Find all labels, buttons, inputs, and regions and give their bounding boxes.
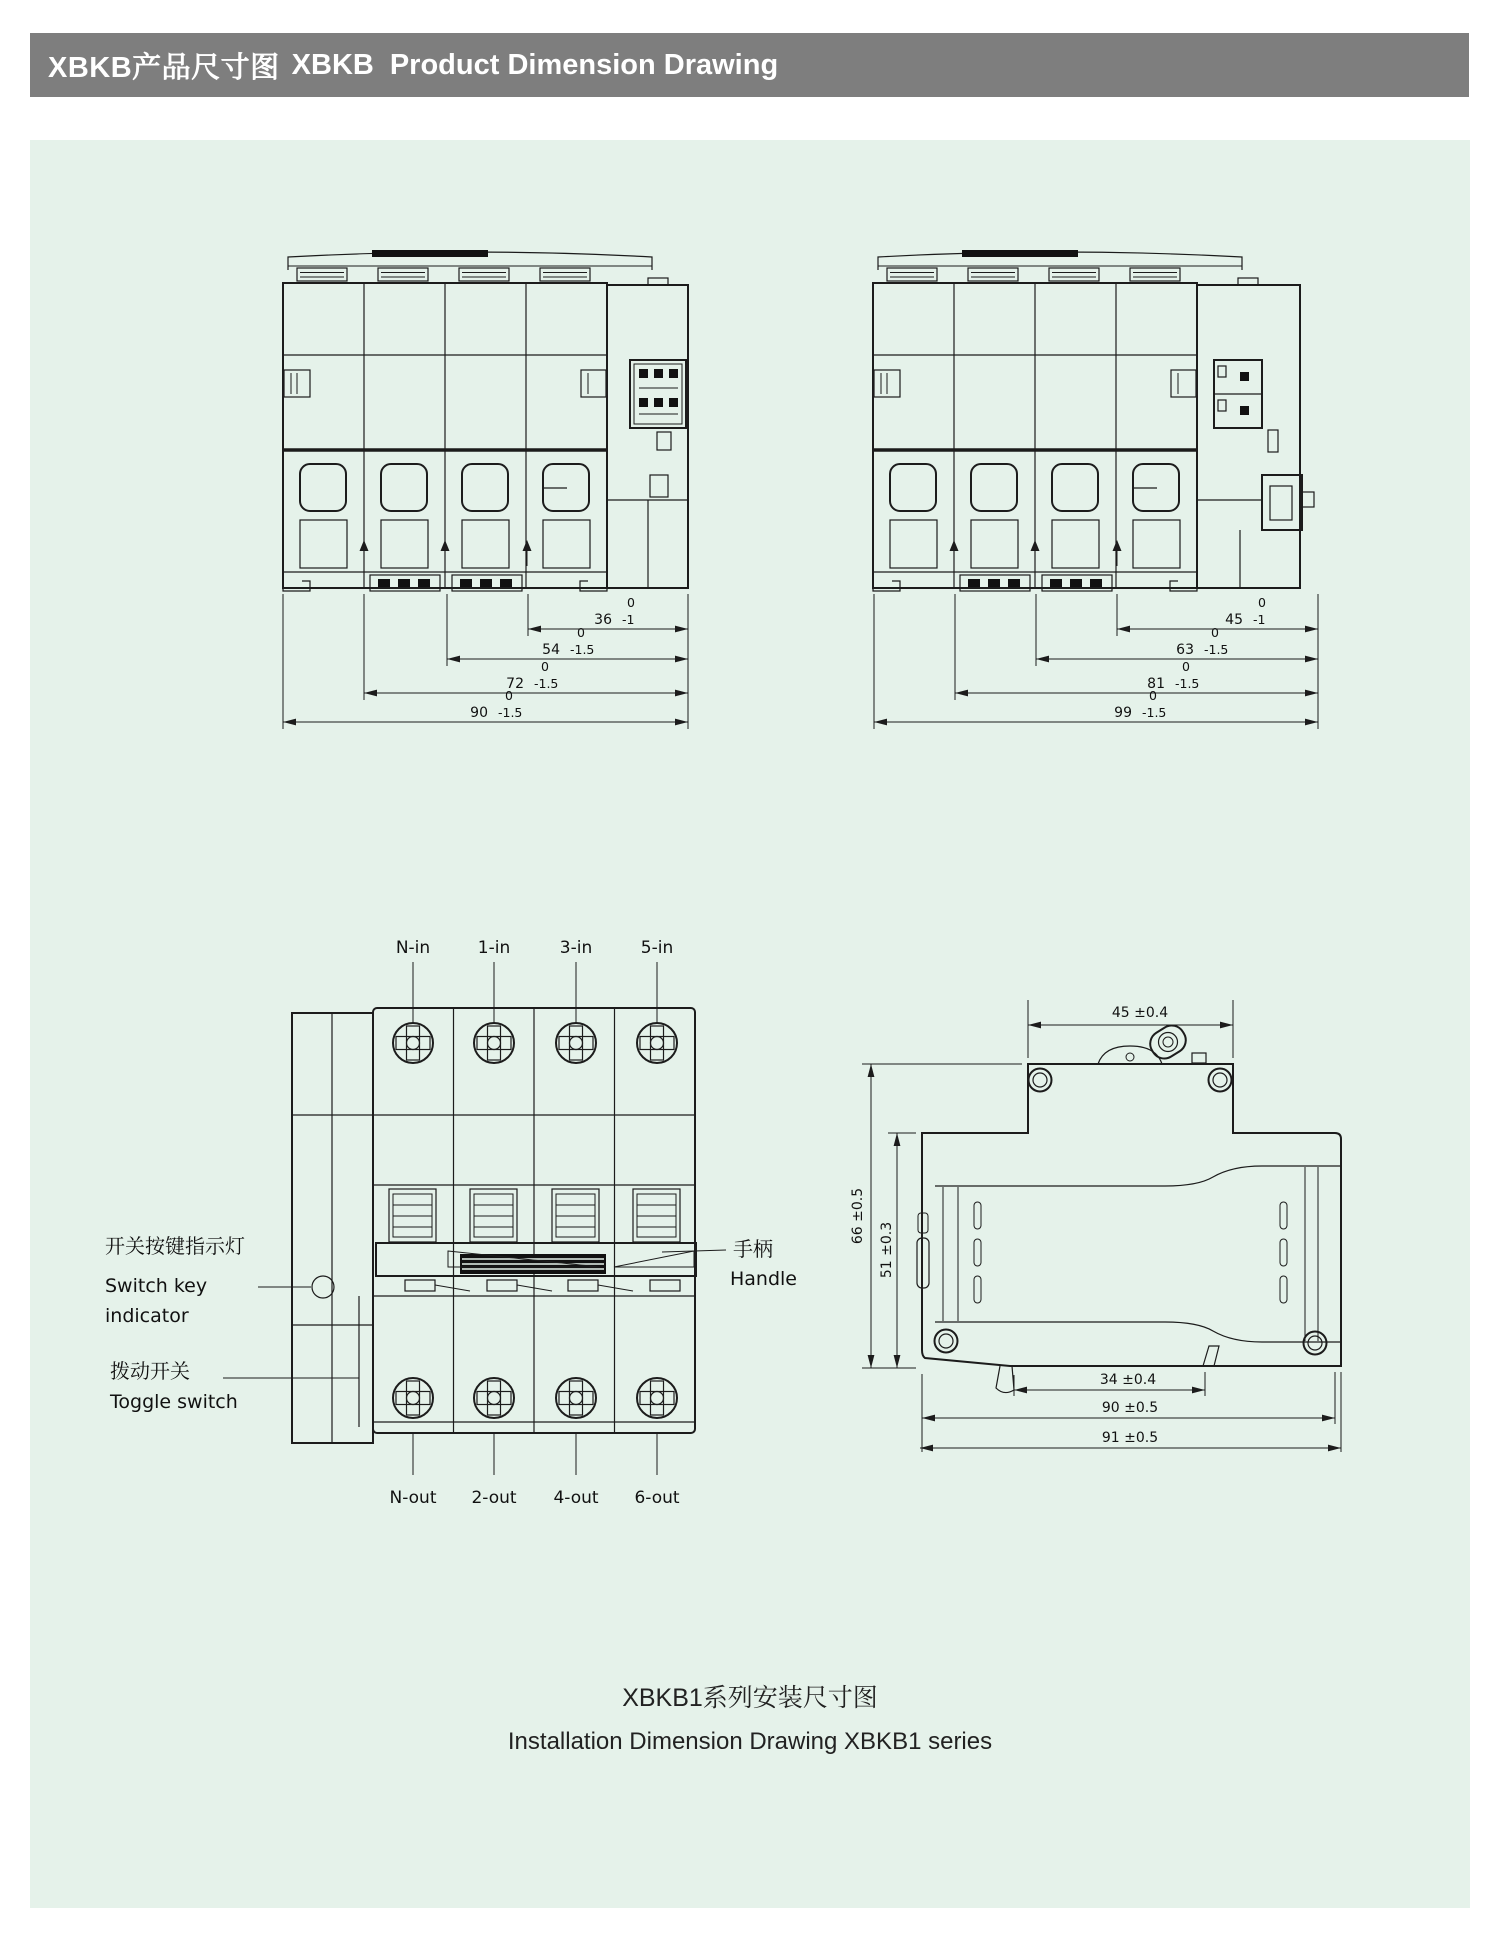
dim-36-upper: 0 bbox=[627, 595, 635, 610]
dim-72-upper: 0 bbox=[541, 659, 549, 674]
toggle-switch-callout bbox=[109, 1360, 359, 1413]
dim-clip-slot: 34 ±0.4 bbox=[1099, 1372, 1157, 1388]
dim-99-upper: 0 bbox=[1149, 688, 1157, 703]
dim-45-lower: -1 bbox=[1253, 612, 1266, 627]
drawing-panel bbox=[30, 140, 1470, 1908]
dim-54-upper: 0 bbox=[577, 625, 585, 640]
terminal-label-4-out: 4-out bbox=[553, 1488, 599, 1508]
page-title-en-prefix: XBKB bbox=[291, 48, 374, 81]
dimension-34 bbox=[1014, 1372, 1205, 1396]
dim-45-upper: 0 bbox=[1258, 595, 1266, 610]
dim-99-lower: -1.5 bbox=[1142, 705, 1167, 720]
side-view bbox=[850, 1000, 1341, 1452]
dim-63-lower: -1.5 bbox=[1204, 642, 1229, 657]
dim-54: 54 bbox=[542, 642, 560, 658]
dim-depth: 90 ±0.5 bbox=[1101, 1400, 1159, 1416]
dim-63: 63 bbox=[1176, 642, 1194, 658]
dimension-45 bbox=[1028, 1000, 1233, 1058]
dimension-51 bbox=[879, 1133, 916, 1368]
terminal-label-n-out: N-out bbox=[389, 1488, 437, 1508]
coupling-shaft bbox=[1262, 475, 1314, 530]
terminal-label-3-in: 3-in bbox=[559, 938, 593, 958]
dim-height: 66 ±0.5 bbox=[850, 1187, 866, 1245]
dim-72-lower: -1.5 bbox=[534, 676, 559, 691]
handle-label-cn: 手柄 bbox=[733, 1239, 773, 1261]
indicator-light-icon bbox=[312, 1276, 334, 1298]
dim-36: 36 bbox=[594, 612, 612, 628]
dim-99: 99 bbox=[1114, 705, 1132, 721]
top-view bbox=[105, 938, 797, 1508]
toggle-lever bbox=[1098, 1021, 1206, 1064]
front-view-left bbox=[283, 250, 688, 729]
dim-54-lower: -1.5 bbox=[570, 642, 595, 657]
dim-inner-height: 51 ±0.3 bbox=[879, 1221, 895, 1279]
dim-63-upper: 0 bbox=[1211, 625, 1219, 640]
din-clip-hook bbox=[996, 1366, 1014, 1393]
toggle-label-en: Toggle switch bbox=[110, 1391, 238, 1413]
header-bar bbox=[30, 33, 1469, 97]
terminal-label-n-in: N-in bbox=[395, 938, 431, 958]
dim-81-lower: -1.5 bbox=[1175, 676, 1200, 691]
indicator-label-en2: indicator bbox=[105, 1305, 189, 1327]
handle-callout bbox=[662, 1238, 797, 1290]
indicator-label-cn: 开关按键指示灯 bbox=[105, 1236, 245, 1258]
dim-face-width: 45 ±0.4 bbox=[1111, 1005, 1169, 1021]
handle-bar bbox=[376, 1243, 696, 1276]
technical-drawing-canvas bbox=[30, 140, 1470, 1908]
terminal-label-6-out: 6-out bbox=[634, 1488, 680, 1508]
toggle-label-cn: 拨动开关 bbox=[110, 1361, 190, 1383]
dim-45: 45 bbox=[1225, 612, 1243, 628]
dim-36-lower: -1 bbox=[622, 612, 635, 627]
dim-72: 72 bbox=[506, 676, 524, 692]
page-title-en: Product Dimension Drawing bbox=[389, 48, 779, 81]
dimensions-front-left bbox=[283, 594, 688, 729]
dim-81: 81 bbox=[1147, 676, 1165, 692]
page-title-cn: XBKB产品尺寸图 bbox=[48, 51, 280, 84]
dim-81-upper: 0 bbox=[1182, 659, 1190, 674]
switch-key-indicator-callout bbox=[105, 1235, 334, 1327]
caption-line1: XBKB1系列安装尺寸图 bbox=[622, 1684, 878, 1712]
terminal-label-1-in: 1-in bbox=[477, 938, 511, 958]
dim-90-lower: -1.5 bbox=[498, 705, 523, 720]
handle-label-en: Handle bbox=[730, 1268, 798, 1290]
terminal-label-2-out: 2-out bbox=[471, 1488, 517, 1508]
dimensions-front-right bbox=[874, 594, 1318, 729]
dim-total-depth: 91 ±0.5 bbox=[1101, 1430, 1159, 1446]
dim-90: 90 bbox=[470, 705, 488, 721]
aux-connector-6pin bbox=[630, 360, 686, 428]
front-view-right bbox=[873, 250, 1318, 729]
dim-90-upper: 0 bbox=[505, 688, 513, 703]
caption bbox=[30, 1678, 1470, 1756]
indicator-label-en1: Switch key bbox=[105, 1275, 208, 1297]
caption-line2: Installation Dimension Drawing XBKB1 series bbox=[507, 1728, 993, 1755]
aux-connector-2pin bbox=[1214, 360, 1262, 428]
terminal-label-5-in: 5-in bbox=[640, 938, 674, 958]
